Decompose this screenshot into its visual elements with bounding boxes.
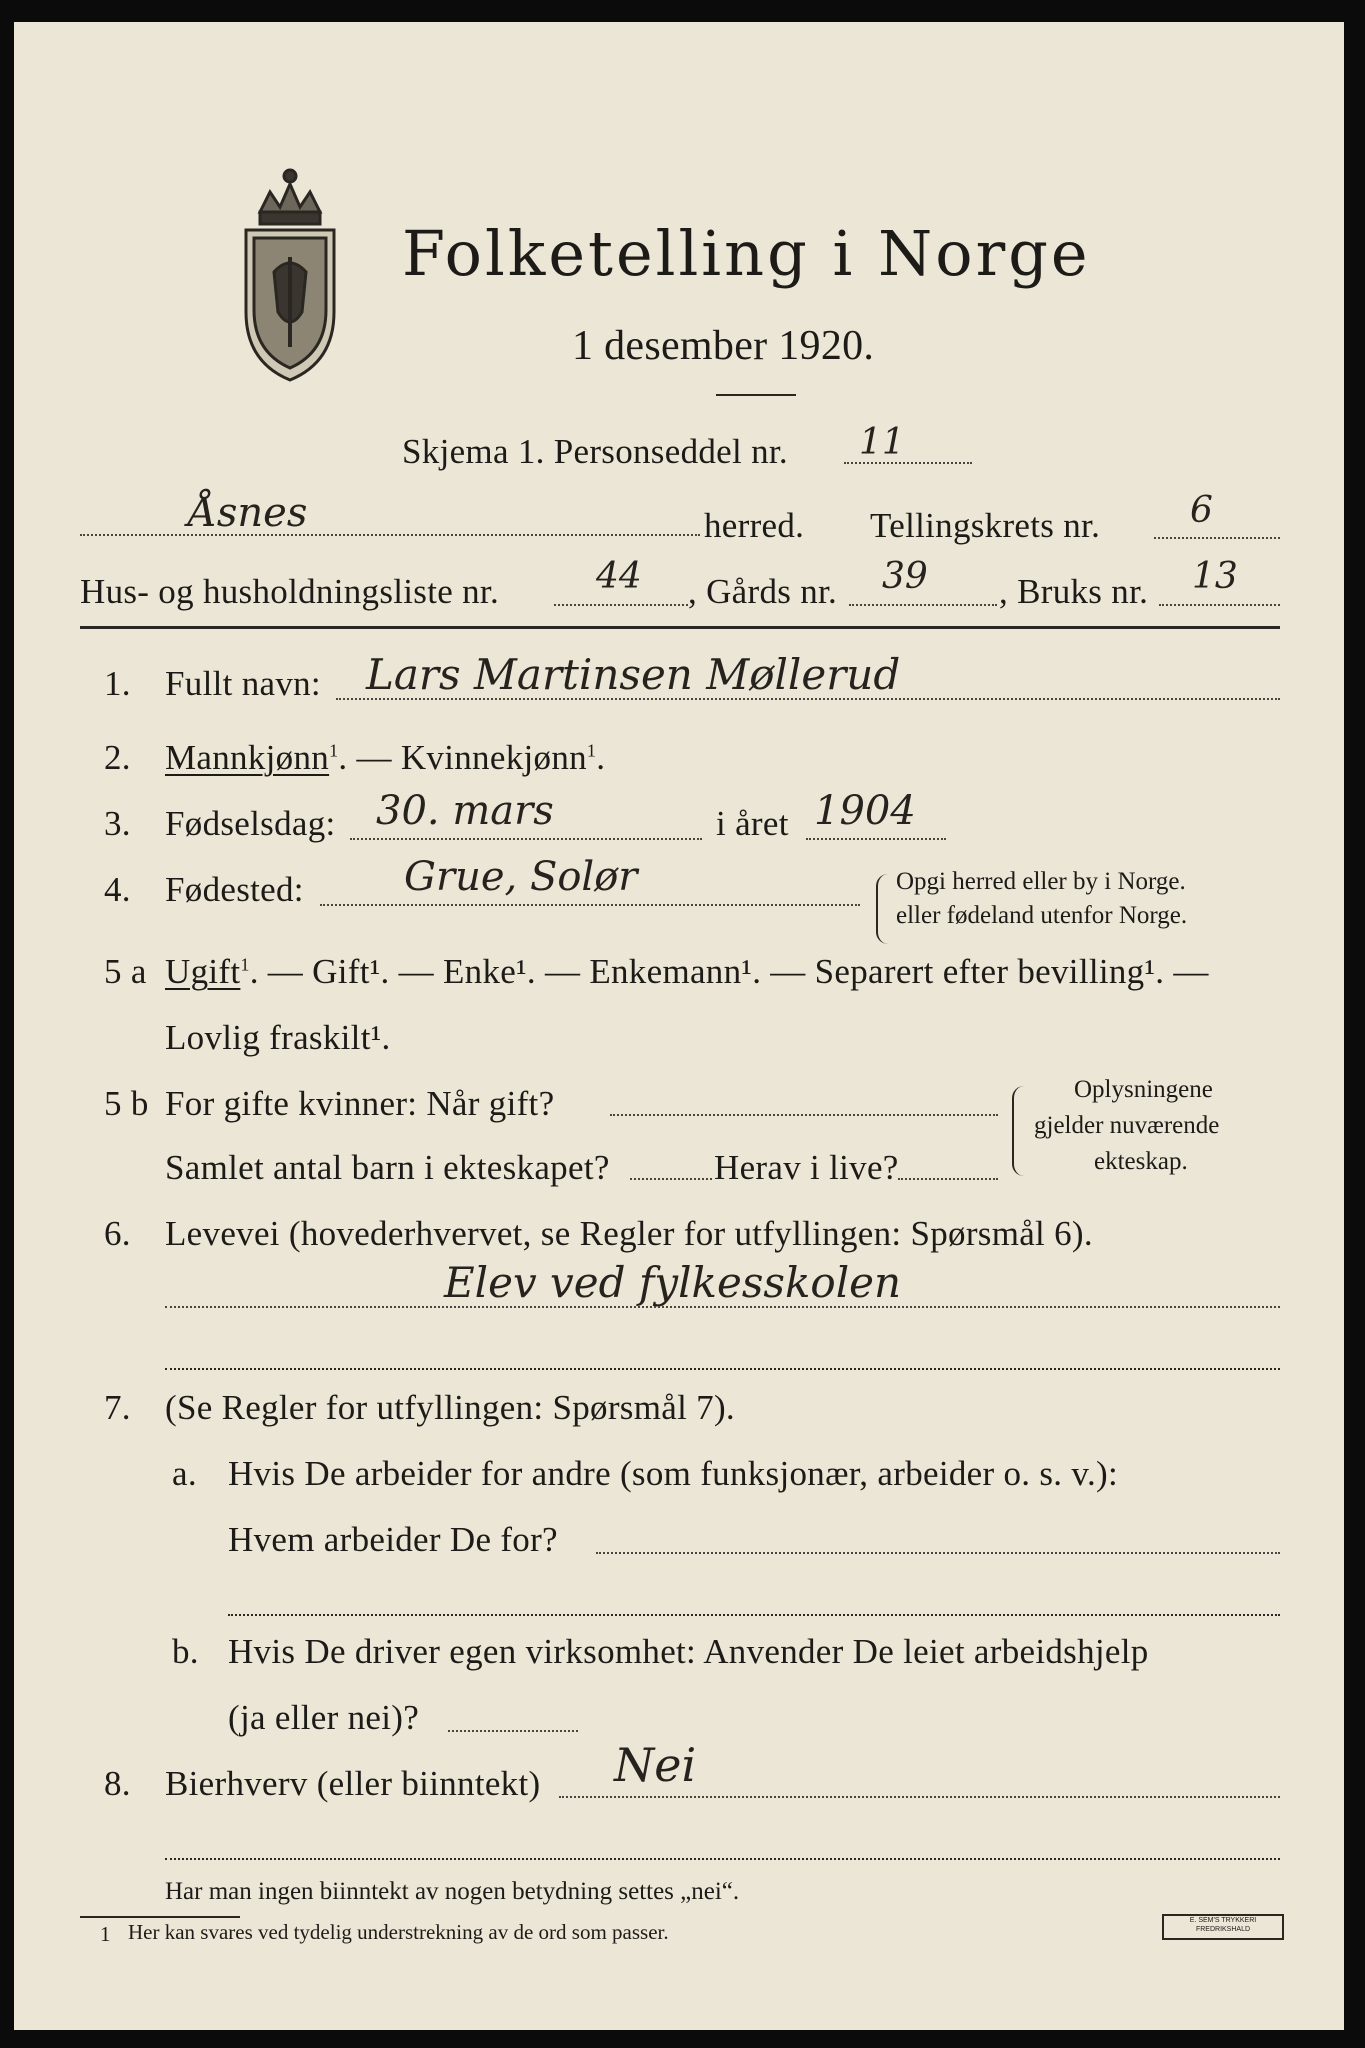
bruks-value: 13 xyxy=(1192,556,1238,597)
q6-label: Levevei (hovederhvervet, se Regler for utfyllingen: Spørsmål 6). xyxy=(165,1214,1093,1253)
herred-value: Åsnes xyxy=(188,490,308,536)
q7b-line-1: Hvis De driver egen virksomhet: Anvender De leiet arbeidshjelp xyxy=(228,1632,1149,1671)
q7b-letter: b. xyxy=(172,1632,199,1671)
q5b-married-line xyxy=(610,1114,998,1116)
schema-number: 11 xyxy=(859,422,905,463)
q5a-options xyxy=(165,952,1209,992)
q5b-number: 5 b xyxy=(104,1084,149,1123)
q3-year-value: 1904 xyxy=(814,788,916,834)
q4-note-2: eller fødeland utenfor Norge. xyxy=(896,902,1188,929)
census-form xyxy=(14,22,1344,2030)
header-rule xyxy=(80,626,1280,629)
q5b-children-label: Samlet antal barn i ekteskapet? xyxy=(165,1148,610,1187)
q4-brace xyxy=(876,874,888,944)
q4-label: Fødested: xyxy=(165,870,304,909)
gards-line xyxy=(849,604,997,606)
printer-stamp-line-1: E. SEM'S TRYKKERI xyxy=(1189,1917,1257,1924)
q7b-line-2: (ja eller nei)? xyxy=(228,1698,420,1737)
coat-of-arms-icon xyxy=(240,162,340,384)
footer-note: Har man ingen biinntekt av nogen betydning settes „nei“. xyxy=(165,1878,740,1905)
q1-number: 1. xyxy=(104,664,131,703)
form-date: 1 desember 1920. xyxy=(572,323,875,369)
q2-male: Mannkjønn xyxy=(165,738,330,777)
q3-label: Fødselsdag: xyxy=(165,804,336,843)
q2-female: Kvinnekjønn xyxy=(400,738,587,777)
q5a-line-2: Lovlig fraskilt¹. xyxy=(165,1018,391,1057)
q4-value: Grue, Solør xyxy=(404,854,638,900)
q3-line xyxy=(350,838,702,840)
q5b-note-3: ekteskap. xyxy=(1094,1148,1188,1175)
q7-number: 7. xyxy=(104,1388,131,1427)
q5b-note-1: Oplysningene xyxy=(1074,1076,1213,1103)
q6-line-2 xyxy=(165,1368,1280,1370)
q2-number: 2. xyxy=(104,738,131,777)
q5a-ugift: Ugift xyxy=(165,952,241,991)
form-title: Folketelling i Norge xyxy=(402,217,1091,290)
q5b-note-2: gjelder nuværende xyxy=(1034,1112,1220,1139)
q8-number: 8. xyxy=(104,1764,131,1803)
q5b-children-line xyxy=(630,1178,712,1180)
q7a-answer-line-2 xyxy=(228,1614,1280,1616)
q5a-number: 5 a xyxy=(104,952,147,991)
printer-stamp-line-2: FREDRIKSHALD xyxy=(1195,1926,1251,1933)
bruks-label: , Bruks nr. xyxy=(999,572,1149,611)
q5b-brace xyxy=(1012,1086,1026,1176)
q7a-line-2: Hvem arbeider De for? xyxy=(228,1520,558,1559)
q8-line xyxy=(559,1796,1280,1798)
q1-label: Fullt navn: xyxy=(165,664,321,703)
q5b-alive-line xyxy=(898,1178,998,1180)
q3-value: 30. mars xyxy=(376,788,554,834)
bruks-line xyxy=(1159,604,1280,606)
q8-label: Bierhverv (eller biinntekt) xyxy=(165,1764,541,1803)
q6-number: 6. xyxy=(104,1214,131,1253)
q7b-answer-line xyxy=(448,1730,578,1732)
q5b-alive-label: Herav i live? xyxy=(714,1148,899,1187)
q2-options xyxy=(165,738,605,778)
gards-value: 39 xyxy=(882,556,928,597)
krets-label: Tellingskrets nr. xyxy=(870,506,1101,545)
printer-stamp xyxy=(1162,1914,1284,1940)
q2-separator: . — xyxy=(338,738,401,777)
q7a-line-1: Hvis De arbeider for andre (som funksjonær, arbeider o. s. v.): xyxy=(228,1454,1118,1493)
q5a-rest: . — Gift¹. — Enke¹. — Enkemann¹. — Separert efter bevilling¹. — xyxy=(249,952,1209,991)
footnote-mark: 1 xyxy=(329,740,339,761)
title-divider xyxy=(716,394,796,396)
q5b-line-1: For gifte kvinner: Når gift? xyxy=(165,1084,555,1123)
gards-label: , Gårds nr. xyxy=(688,572,838,611)
footnote-rule xyxy=(80,1916,240,1918)
hus-value: 44 xyxy=(596,556,642,597)
krets-line xyxy=(1154,537,1280,539)
footnote-mark: 1 xyxy=(240,954,250,975)
hus-line xyxy=(554,604,688,606)
q6-line-1 xyxy=(165,1306,1280,1308)
q7-label: (Se Regler for utfyllingen: Spørsmål 7). xyxy=(165,1388,735,1427)
hus-label: Hus- og husholdningsliste nr. xyxy=(80,572,499,611)
q2-end: . xyxy=(596,738,606,777)
footnote-text: Her kan svares ved tydelig understrekning av de ord som passer. xyxy=(128,1920,669,1944)
q1-value: Lars Martinsen Møllerud xyxy=(366,650,901,699)
q8-value: Nei xyxy=(614,1738,697,1792)
schema-label: Skjema 1. Personseddel nr. xyxy=(402,432,788,471)
q3-year-label: i året xyxy=(716,804,789,843)
q7a-letter: a. xyxy=(172,1454,197,1493)
krets-value: 6 xyxy=(1190,490,1213,531)
footnote-marker: 1 xyxy=(100,1922,111,1946)
q4-line xyxy=(320,904,860,906)
q6-value: Elev ved fylkesskolen xyxy=(444,1258,902,1307)
q7a-answer-line xyxy=(596,1552,1280,1554)
q4-note-1: Opgi herred eller by i Norge. xyxy=(896,868,1186,895)
herred-label: herred. xyxy=(704,506,805,545)
q3-year-line xyxy=(806,838,946,840)
q3-number: 3. xyxy=(104,804,131,843)
herred-line xyxy=(80,534,700,536)
q8-line-2 xyxy=(165,1858,1280,1860)
q4-number: 4. xyxy=(104,870,131,909)
footnote-mark: 1 xyxy=(586,740,597,761)
